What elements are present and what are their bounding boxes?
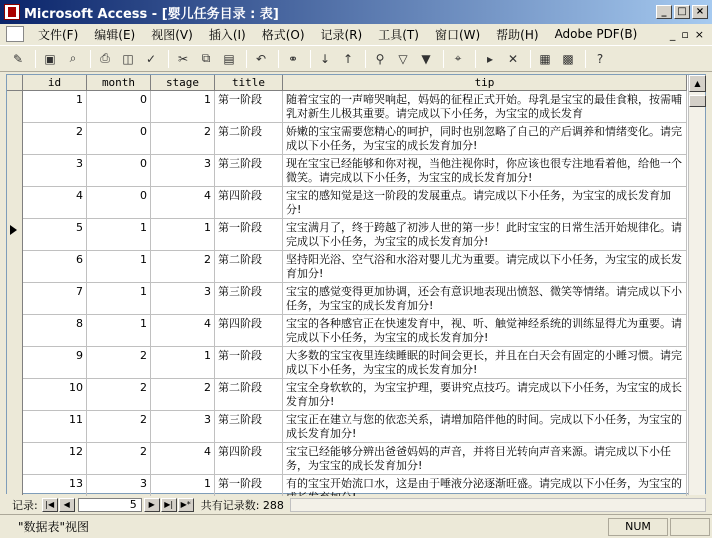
column-header-title[interactable]: title <box>215 75 283 90</box>
column-header-row <box>7 75 687 91</box>
menu-bar <box>0 24 712 44</box>
cell-title[interactable]: 第二阶段 <box>215 251 283 282</box>
design-view-icon[interactable]: ✎ <box>12 51 24 66</box>
new-object-icon[interactable]: ▩ <box>562 51 574 66</box>
table-row[interactable] <box>23 443 687 475</box>
filter-by-form-icon[interactable]: ▽ <box>398 51 408 66</box>
cell-month[interactable]: 1 <box>87 283 151 314</box>
cell-id[interactable]: 7 <box>23 283 87 314</box>
cut-icon[interactable]: ✂ <box>177 51 189 66</box>
column-header-stage[interactable]: stage <box>151 75 215 90</box>
cell-title[interactable]: 第二阶段 <box>215 379 283 410</box>
menu-records[interactable]: 记录(R) <box>320 27 363 42</box>
minimize-icon[interactable]: _ <box>656 5 672 19</box>
cell-month[interactable]: 0 <box>87 155 151 186</box>
help-icon[interactable]: ? <box>596 51 604 66</box>
vertical-scrollbar[interactable] <box>688 75 705 495</box>
cell-month[interactable]: 1 <box>87 251 151 282</box>
menu-edit[interactable]: 编辑(E) <box>94 27 136 42</box>
cell-month[interactable]: 0 <box>87 123 151 154</box>
cell-title[interactable]: 第一阶段 <box>215 91 283 122</box>
cell-id[interactable]: 11 <box>23 411 87 442</box>
toolbar-separator <box>246 50 247 68</box>
record-navigation-bar <box>6 496 706 513</box>
toolbar-separator <box>530 50 531 68</box>
table-row[interactable] <box>23 411 687 443</box>
cell-stage[interactable]: 3 <box>151 155 215 186</box>
next-record-icon[interactable]: ▶ <box>144 498 160 512</box>
toolbar-separator <box>90 50 91 68</box>
cell-stage[interactable]: 3 <box>151 283 215 314</box>
column-header-tip[interactable]: tip <box>283 75 687 90</box>
cell-month[interactable]: 0 <box>87 187 151 218</box>
cell-tip[interactable]: 娇嫩的宝宝需要您精心的呵护，同时也别忽略了自己的产后调养和情绪变化。请完成以下小任务，为宝宝的成长发育加分! <box>283 123 687 154</box>
toolbar-separator <box>168 50 169 68</box>
cell-tip[interactable]: 宝宝满月了，终于跨越了初涉人世的第一步！此时宝宝的日常生活开始规律化。请完成以下小任务，为宝宝的成长发育加分! <box>283 219 687 250</box>
search-icon[interactable]: ⌕ <box>69 51 77 65</box>
cell-title[interactable]: 第四阶段 <box>215 315 283 346</box>
menu-tools[interactable]: 工具(T) <box>378 27 419 42</box>
access-app-icon[interactable] <box>4 4 20 20</box>
cell-stage[interactable]: 1 <box>151 475 215 506</box>
cell-title[interactable]: 第三阶段 <box>215 283 283 314</box>
cell-tip[interactable]: 宝宝的感知觉是这一阶段的发展重点。请完成以下小任务，为宝宝的成长发育加分! <box>283 187 687 218</box>
print-icon[interactable]: ⎙ <box>100 51 110 65</box>
doc-minimize-icon[interactable]: _ <box>669 27 676 41</box>
find-icon[interactable]: ⌖ <box>454 51 462 65</box>
window-title: Microsoft Access - [婴儿任务目录 : 表] <box>24 6 279 22</box>
table-row[interactable] <box>23 123 687 155</box>
cell-title[interactable]: 第一阶段 <box>215 219 283 250</box>
delete-record-icon[interactable]: ✕ <box>507 51 519 66</box>
first-record-icon[interactable]: |◀ <box>42 498 58 512</box>
new-record-icon[interactable]: ▸ <box>486 51 494 66</box>
toolbar-separator <box>475 50 476 68</box>
doc-window-controls <box>670 28 704 41</box>
cell-tip[interactable]: 有的宝宝开始流口水，这是由于唾液分泌逐渐旺盛。请完成以下小任务，为宝宝的 <box>283 475 687 506</box>
cell-title[interactable]: 第四阶段 <box>215 187 283 218</box>
cell-title[interactable]: 第二阶段 <box>215 123 283 154</box>
record-selector-column[interactable] <box>7 91 23 495</box>
last-record-icon[interactable]: ▶| <box>161 498 177 512</box>
menu-adobe-pdf[interactable]: Adobe PDF(B) <box>554 27 638 41</box>
cell-stage[interactable]: 1 <box>151 347 215 378</box>
status-panel <box>670 518 710 536</box>
datasheet-body <box>23 91 687 507</box>
table-row[interactable] <box>23 315 687 347</box>
cell-id[interactable]: 13 <box>23 475 87 506</box>
menu-insert[interactable]: 插入(I) <box>208 27 246 42</box>
cell-id[interactable]: 10 <box>23 379 87 410</box>
cell-stage[interactable]: 3 <box>151 411 215 442</box>
toolbar-separator <box>35 50 36 68</box>
cell-tip[interactable]: 随着宝宝的一声啼哭响起，妈妈的征程正式开始。母乳是宝宝的最佳食粮，按需哺乳对新生儿极其重要。请完成以下小任务，为宝宝的成长发育 <box>283 91 687 122</box>
datasheet-grid <box>7 75 687 495</box>
database-window-icon[interactable]: ▦ <box>539 51 551 66</box>
doc-close-icon[interactable]: × <box>694 27 704 41</box>
menu-window[interactable]: 窗口(W) <box>434 27 481 42</box>
cell-id[interactable]: 6 <box>23 251 87 282</box>
cell-month[interactable]: 2 <box>87 347 151 378</box>
menu-file[interactable]: 文件(F) <box>38 27 79 42</box>
cell-tip[interactable]: 宝宝正在建立与您的依恋关系，请增加陪伴他的时间。完成以下小任务，为宝宝的成长发育加分! <box>283 411 687 442</box>
cell-tip[interactable]: 大多数的宝宝夜里连续睡眠的时间会更长，并且在白天会有固定的小睡习惯。请完成以下小任务，为宝宝的成长发育加分! <box>283 347 687 378</box>
cell-title[interactable]: 第三阶段 <box>215 411 283 442</box>
table-row[interactable] <box>23 91 687 123</box>
cell-title[interactable]: 第一阶段 <box>215 475 283 506</box>
copy-icon[interactable]: ⧉ <box>201 51 211 65</box>
cell-stage[interactable]: 4 <box>151 443 215 474</box>
cell-stage[interactable]: 4 <box>151 315 215 346</box>
sort-descending-icon[interactable]: ↑ <box>342 51 354 66</box>
sort-ascending-icon[interactable]: ↓ <box>319 51 331 66</box>
cell-tip[interactable]: 宝宝的各种感官正在快速发育中，视、听、触觉神经系统的训练显得尤为重要。请完成以下小任务，为宝宝的成长发育加分! <box>283 315 687 346</box>
table-row[interactable] <box>23 219 687 251</box>
table-document-icon[interactable] <box>6 26 24 42</box>
column-header-month[interactable]: month <box>87 75 151 90</box>
current-record-field[interactable]: 5 <box>78 498 142 512</box>
cell-id[interactable]: 12 <box>23 443 87 474</box>
column-header-id[interactable]: id <box>23 75 87 90</box>
toolbar-separator <box>278 50 279 68</box>
scroll-thumb[interactable] <box>689 95 706 107</box>
title-bar <box>0 0 712 24</box>
previous-record-icon[interactable]: ◀ <box>59 498 75 512</box>
toolbar <box>0 45 712 72</box>
menu-format[interactable]: 格式(O) <box>261 27 305 42</box>
cell-id[interactable]: 1 <box>23 91 87 122</box>
table-row[interactable] <box>23 347 687 379</box>
cell-tip[interactable]: 坚持阳光浴、空气浴和水浴对婴儿尤为重要。请完成以下小任务，为宝宝的成长发育加分! <box>283 251 687 282</box>
cell-stage[interactable]: 2 <box>151 251 215 282</box>
insert-hyperlink-icon[interactable]: ⚭ <box>287 51 299 66</box>
cell-tip[interactable]: 宝宝全身软软的，为宝宝护理，要讲究点技巧。请完成以下小任务，为宝宝的成长发育加分! <box>283 379 687 410</box>
save-icon[interactable]: ▣ <box>44 51 56 66</box>
undo-icon[interactable]: ↶ <box>255 51 267 66</box>
paste-icon[interactable]: ▤ <box>223 51 235 66</box>
cell-id[interactable]: 8 <box>23 315 87 346</box>
cell-title[interactable]: 第一阶段 <box>215 347 283 378</box>
cell-month[interactable]: 1 <box>87 219 151 250</box>
record-count: 共有记录数: 288 <box>200 498 284 512</box>
toolbar-separator <box>310 50 311 68</box>
cell-title[interactable]: 第三阶段 <box>215 155 283 186</box>
view-status: "数据表"视图 <box>18 520 90 534</box>
cell-tip[interactable]: 宝宝的感觉变得更加协调，还会有意识地表现出愤怒、微笑等情绪。请完成以下小任务，为宝宝的成长发育加分! <box>283 283 687 314</box>
cell-id[interactable]: 9 <box>23 347 87 378</box>
cell-tip[interactable]: 现在宝宝已经能够和你对视，当他注视你时，你应该也很专注地看着他，给他一个微笑。请完成以下小任务，为宝宝的成长发育加分! <box>283 155 687 186</box>
horizontal-scrollbar[interactable] <box>290 498 706 512</box>
maximize-icon[interactable]: □ <box>674 5 690 19</box>
cell-stage[interactable]: 2 <box>151 123 215 154</box>
window-controls <box>656 5 708 19</box>
current-record-arrow-icon <box>10 225 17 235</box>
menu-view[interactable]: 视图(V) <box>151 27 193 42</box>
cell-month[interactable]: 3 <box>87 475 151 506</box>
cell-id[interactable]: 2 <box>23 123 87 154</box>
datasheet <box>6 74 706 494</box>
select-all-corner[interactable] <box>7 75 23 90</box>
cell-month[interactable]: 2 <box>87 411 151 442</box>
scroll-up-icon[interactable]: ▲ <box>689 75 706 92</box>
print-preview-icon[interactable]: ◫ <box>122 51 134 66</box>
table-row[interactable] <box>23 379 687 411</box>
cell-tip[interactable]: 宝宝已经能够分辨出爸爸妈妈的声音，并将目光转向声音来源。请完成以下小任务，为宝宝的成长发育加分! <box>283 443 687 474</box>
table-row[interactable] <box>23 251 687 283</box>
record-label: 记录: <box>12 498 38 512</box>
cell-stage[interactable]: 2 <box>151 379 215 410</box>
cell-stage[interactable]: 4 <box>151 187 215 218</box>
cell-stage[interactable]: 1 <box>151 219 215 250</box>
numlock-indicator: NUM <box>608 518 668 536</box>
cell-month[interactable]: 2 <box>87 443 151 474</box>
table-row[interactable] <box>23 187 687 219</box>
toolbar-separator <box>365 50 366 68</box>
toolbar-separator <box>443 50 444 68</box>
table-row[interactable] <box>23 283 687 315</box>
close-icon[interactable]: × <box>692 5 708 19</box>
spelling-icon[interactable]: ✓ <box>145 51 157 66</box>
cell-id[interactable]: 3 <box>23 155 87 186</box>
toolbar-separator <box>585 50 586 68</box>
apply-filter-icon[interactable]: ▼ <box>421 51 431 66</box>
cell-month[interactable]: 1 <box>87 315 151 346</box>
cell-id[interactable]: 5 <box>23 219 87 250</box>
table-row[interactable] <box>23 155 687 187</box>
new-record-nav-icon[interactable]: ▶* <box>178 498 194 512</box>
filter-by-selection-icon[interactable]: ⚲ <box>375 51 385 66</box>
doc-restore-icon[interactable]: ▫ <box>681 27 689 41</box>
cell-month[interactable]: 0 <box>87 91 151 122</box>
cell-id[interactable]: 4 <box>23 187 87 218</box>
menu-help[interactable]: 帮助(H) <box>496 27 539 42</box>
status-bar <box>0 514 712 538</box>
cell-month[interactable]: 2 <box>87 379 151 410</box>
cell-title[interactable]: 第四阶段 <box>215 443 283 474</box>
cell-stage[interactable]: 1 <box>151 91 215 122</box>
